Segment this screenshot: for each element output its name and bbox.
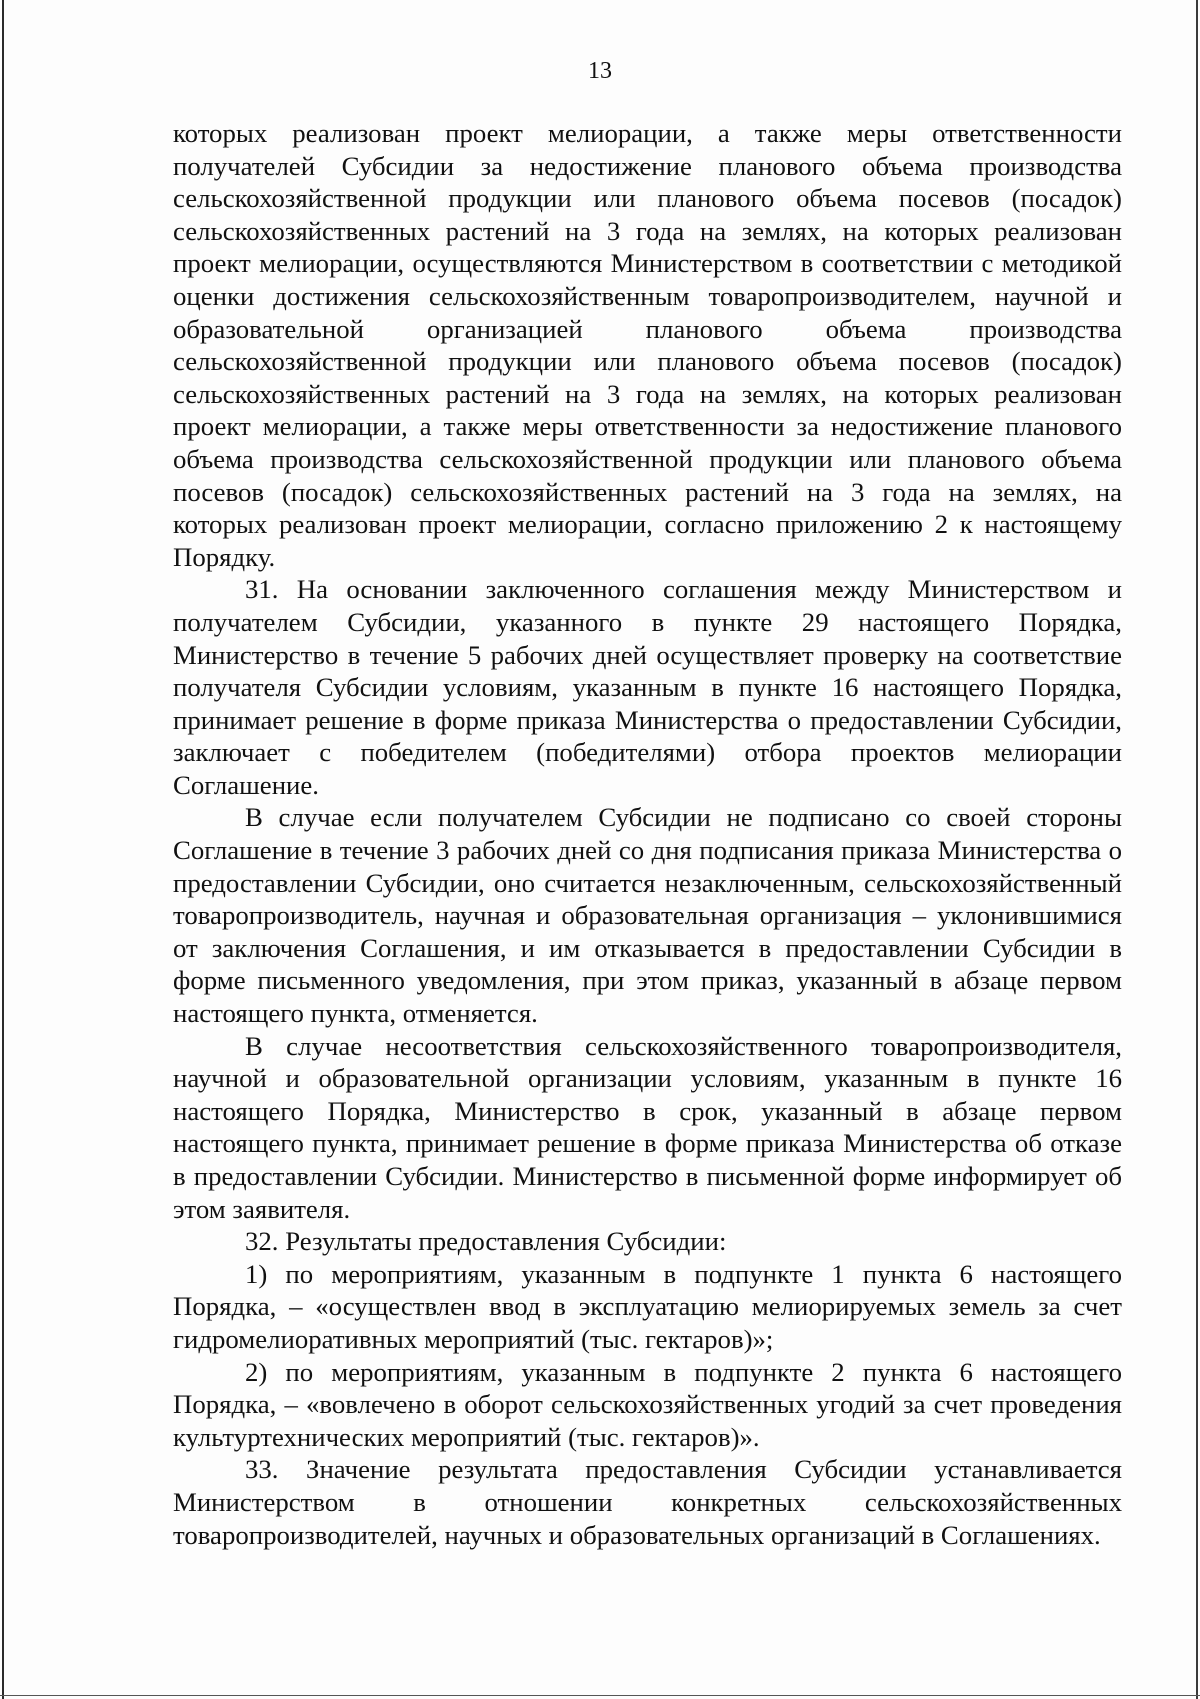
- scan-edge-right: [1196, 0, 1198, 1699]
- paragraph-item-33: 33. Значение результата предоставления Субсидии устанавливается Министерством в отношении конкретных сельскохозяйственных товаропроизводителей, научных и образовательных организаций в Соглашениях.: [173, 1454, 1122, 1550]
- paragraph-item-31: 31. На основании заключенного соглашения между Министерством и получателем Субсидии, указанного в пункте 29 настоящего Порядка, Министерство в течение 5 рабочих дней осуществляет проверку на соответствие получателя Субсидии условиям, указанным в пункте 16 настоящего Порядка, принимает решение в форме приказа Министерства о предоставлении Субсидии, заключает с победителем (победителями) отбора проектов мелиорации Соглашение.: [173, 574, 1122, 800]
- paragraph-item-32: 32. Результаты предоставления Субсидии:: [245, 1226, 727, 1257]
- scan-edge-left: [2, 0, 4, 1699]
- scan-edge-bottom: [0, 1695, 1200, 1696]
- paragraph-continuation: которых реализован проект мелиорации, а также меры ответственности получателей Субсидии за недостижение планового объема производства сельскохозяйственной продукции или планового объема посевов (посадок) сельскохозяйственных растений на 3 года на землях, на которых реализован проект мелиорации, осуществляются Министерством в соответствии с методикой оценки достижения сельскохозяйственным товаропроизводителем, научной и образовательной организацией планового объема производства сельскохозяйственной продукции или планового объема посевов (посадок) сельскохозяйственных растений на 3 года на землях, на которых реализован проект мелиорации, а также меры ответственности за недостижение планового объема производства сельскохозяйственной продукции или планового объема посевов (посадок) сельскохозяйственных растений на 3 года на землях, на которых реализован проект мелиорации, согласно приложению 2 к настоящему Порядку.: [173, 118, 1122, 572]
- document-body: [173, 117, 1122, 1551]
- page-number: 13: [588, 58, 612, 84]
- paragraph-result-1: 1) по мероприятиям, указанным в подпункте 1 пункта 6 настоящего Порядка, – «осуществлен ввод в эксплуатацию мелиорируемых земель за счет гидромелиоративных мероприятий (тыс. гектаров)»;: [173, 1258, 1122, 1354]
- paragraph-unsigned-agreement: В случае если получателем Субсидии не подписано со своей стороны Соглашение в течение 3 рабочих дней со дня подписания приказа Министерства о предоставлении Субсидии, оно считается незаключенным, сельскохозяйственный товаропроизводитель, научная и образовательная организация – уклонившимися от заключения Соглашения, и им отказывается в предоставлении Субсидии в форме письменного уведомления, при этом приказ, указанный в абзаце первом настоящего пункта, отменяется.: [173, 802, 1122, 1029]
- paragraph-noncompliance: В случае несоответствия сельскохозяйственного товаропроизводителя, научной и образовательной организации условиям, указанным в пункте 16 настоящего Порядка, Министерство в срок, указанный в абзаце первом настоящего пункта, принимает решение в форме приказа Министерства об отказе в предоставлении Субсидии. Министерство в письменной форме информирует об этом заявителя.: [173, 1030, 1122, 1224]
- paragraph-result-2: 2) по мероприятиям, указанным в подпункте 2 пункта 6 настоящего Порядка, – «вовлечено в оборот сельскохозяйственных угодий за счет проведения культуртехнических мероприятий (тыс. гектаров)».: [173, 1356, 1122, 1452]
